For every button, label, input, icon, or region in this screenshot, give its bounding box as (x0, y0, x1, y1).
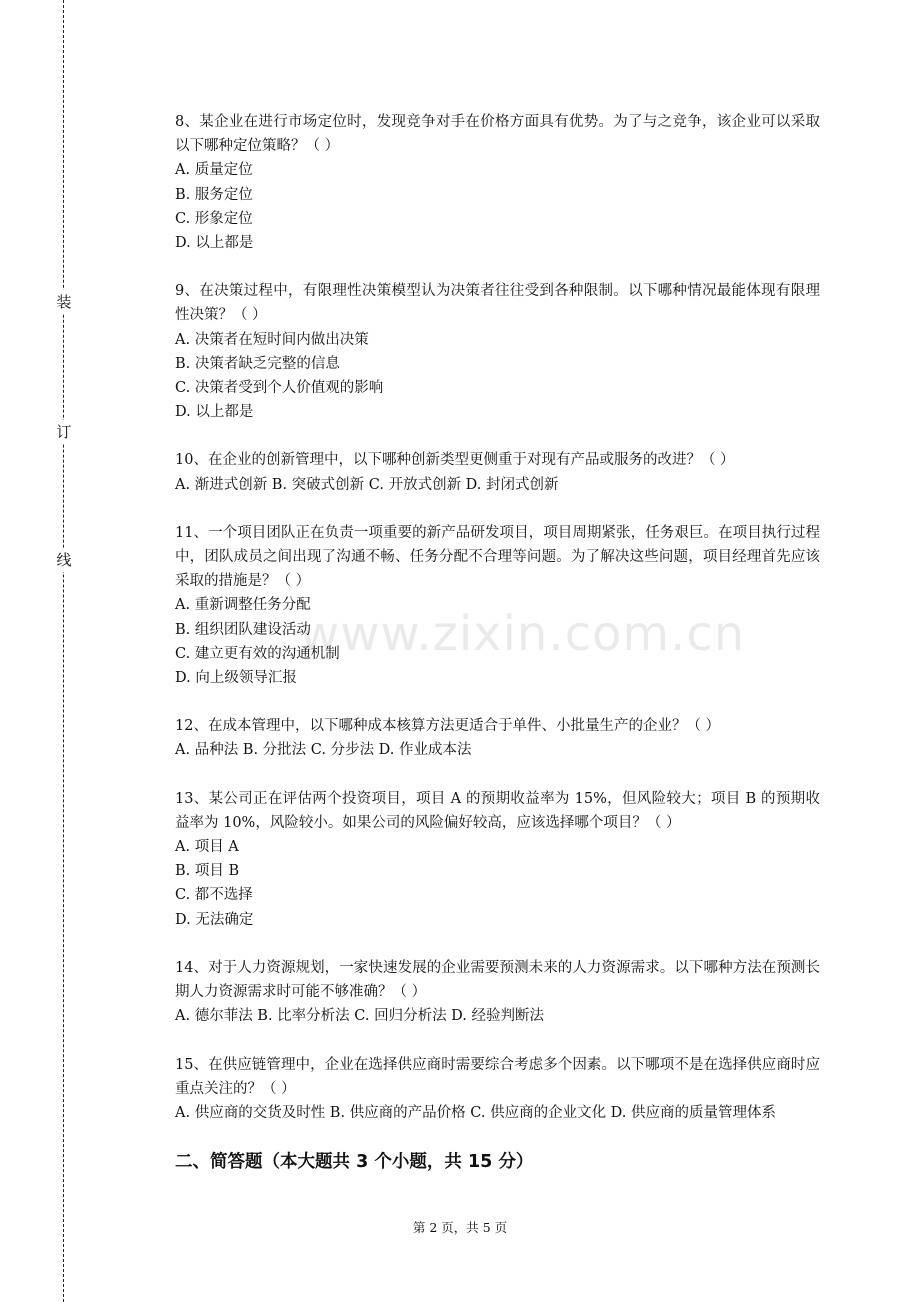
option-d: D. 向上级领导汇报 (175, 670, 297, 687)
question-11 (175, 521, 820, 690)
option-c: C. 建立更有效的沟通机制 (175, 645, 340, 662)
binding-char-xian: 线 (52, 548, 76, 572)
question-text: 14、对于人力资源规划，一家快速发展的企业需要预测未来的人力资源需求。以下哪种方法在预测长期人力资源需求时可能不够准确？（ ） (175, 959, 820, 1001)
question-14 (175, 956, 820, 1029)
option-d: D. 以上都是 (175, 235, 254, 252)
question-text: 10、在企业的创新管理中，以下哪种创新类型更侧重于对现有产品或服务的改进？（ ） (175, 452, 735, 469)
question-8 (175, 110, 820, 255)
question-9 (175, 279, 820, 424)
question-13 (175, 787, 820, 932)
question-12 (175, 714, 820, 762)
option-a: A. 重新调整任务分配 (175, 597, 311, 614)
question-15 (175, 1053, 820, 1126)
binding-char-zhuang: 装 (52, 290, 76, 314)
option-b: B. 服务定位 (175, 186, 253, 203)
question-text: 9、在决策过程中，有限理性决策模型认为决策者往往受到各种限制。以下哪种情况最能体现有限理性决策？（ ） (175, 283, 820, 324)
option-d: D. 无法确定 (175, 911, 254, 928)
binding-dashed-line (63, 0, 64, 1302)
option-a: A. 决策者在短时间内做出决策 (175, 331, 369, 348)
options-inline: A. 品种法 B. 分批法 C. 分步法 D. 作业成本法 (175, 742, 472, 759)
question-list (175, 110, 820, 1175)
watermark: www.zixin.com.cn (300, 606, 746, 662)
option-a: A. 质量定位 (175, 162, 253, 179)
options-inline: A. 供应商的交货及时性 B. 供应商的产品价格 C. 供应商的企业文化 D. 供应商的质量管理体系 (175, 1104, 777, 1121)
option-c: C. 决策者受到个人价值观的影响 (175, 380, 384, 397)
question-text: 15、在供应链管理中，企业在选择供应商时需要综合考虑多个因素。以下哪项不是在选择供应商时应重点关注的？（ ） (175, 1056, 820, 1097)
options-inline: A. 德尔菲法 B. 比率分析法 C. 回归分析法 D. 经验判断法 (175, 1008, 545, 1025)
section-title: 二、简答题（本大题共 3 个小题，共 15 分） (175, 1152, 534, 1173)
question-text: 8、某企业在进行市场定位时，发现竞争对手在价格方面具有优势。为了与之竞争，该企业可以采取以下哪种定位策略？（ ） (175, 114, 820, 155)
option-d: D. 以上都是 (175, 404, 254, 421)
binding-char-ding: 订 (52, 420, 76, 444)
question-text: 11、一个项目团队正在负责一项重要的新产品研发项目，项目周期紧张，任务艰巨。在项目执行过程中，团队成员之间出现了沟通不畅、任务分配不合理等问题。为了解决这些问题，项目经理首先应该采取的措施是？（ ） (175, 524, 820, 590)
page-footer: 第 2 页，共 5 页 (412, 1220, 508, 1235)
option-b: B. 项目 B (175, 863, 240, 880)
option-c: C. 都不选择 (175, 887, 253, 904)
option-b: B. 决策者缺乏完整的信息 (175, 355, 340, 372)
option-a: A. 项目 A (175, 839, 239, 856)
option-b: B. 组织团队建设活动 (175, 621, 311, 638)
question-10 (175, 448, 820, 496)
option-c: C. 形象定位 (175, 210, 253, 227)
question-text: 13、某公司正在评估两个投资项目，项目 A 的预期收益率为 15%，但风险较大；项目 B 的预期收益率为 10%，风险较小。如果公司的风险偏好较高，应该选择哪个项目？（ ） (175, 790, 820, 831)
question-text: 12、在成本管理中，以下哪种成本核算方法更适合于单件、小批量生产的企业？（ ） (175, 718, 721, 735)
options-inline: A. 渐进式创新 B. 突破式创新 C. 开放式创新 D. 封闭式创新 (175, 476, 559, 493)
